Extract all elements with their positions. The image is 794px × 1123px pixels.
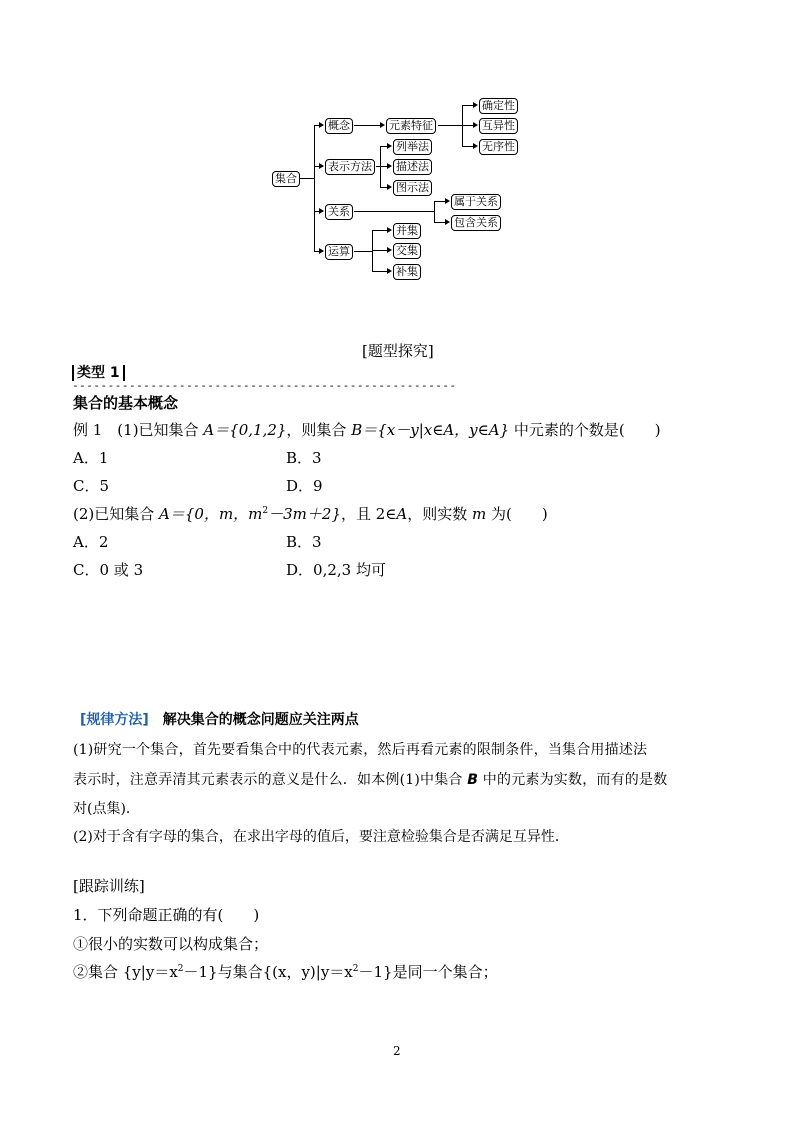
- method-p1-line2: 表示时，注意弄清其元素表示的意义是什么．如本例(1)中集合 B 中的元素为实数，而有的是数: [73, 772, 668, 788]
- page-number: 2: [393, 1044, 401, 1058]
- map-node-element-features: 元素特征: [386, 118, 436, 134]
- map-node-complement: 补集: [393, 264, 421, 280]
- map-node-relation: 关系: [325, 204, 353, 220]
- method-label: [规律方法]: [80, 712, 149, 728]
- example-q1: [73, 420, 661, 440]
- q2-option-a: A．2: [73, 533, 109, 551]
- concept-map: [0, 0, 794, 300]
- map-node-inclusion: 包含关系: [451, 215, 501, 231]
- method-p1-line3: 对(点集)．: [73, 801, 140, 817]
- example-q2: (2)已知集合 A＝{0，m，$m^2-3m+2$}，且 2∈A，则实数 m 为( ): [73, 505, 548, 523]
- example-q1-suffix: 中元素的个数是( ): [509, 421, 661, 439]
- section-header: [题型探究]: [362, 342, 434, 360]
- type-separator: ------------------------------------------------------: [72, 379, 457, 392]
- method-p1-line1: (1)研究一个集合，首先要看集合中的代表元素，然后再看元素的限制条件，当集合用描述法: [73, 742, 648, 758]
- map-node-concept: 概念: [325, 118, 353, 134]
- map-node-definiteness: 确定性: [479, 98, 518, 114]
- map-node-distinctness: 互异性: [479, 118, 518, 134]
- type-label: 类型 1: [72, 365, 125, 381]
- q2-option-c: C．0 或 3: [73, 561, 144, 579]
- map-node-union: 并集: [393, 223, 421, 239]
- map-node-unorderedness: 无序性: [479, 139, 518, 155]
- q1-option-b: B．3: [286, 449, 322, 467]
- map-node-operation: 运算: [325, 244, 353, 260]
- example-q1-mid: ，则集合: [286, 421, 352, 439]
- example-q1-set-b: B＝{x－y|x∈A，y∈A}: [351, 421, 510, 439]
- map-node-diagram: 图示法: [393, 180, 432, 196]
- q1-option-a: A．1: [73, 449, 109, 467]
- map-root-node: 集合: [272, 171, 300, 187]
- section-title: 集合的基本概念: [73, 394, 179, 412]
- training-s1: ①很小的实数可以构成集合；: [73, 935, 269, 953]
- q2-option-b: B．3: [286, 533, 322, 551]
- method-heading: [80, 710, 359, 730]
- q1-option-c: C．5: [73, 477, 110, 495]
- example-q1-set-a: A＝{0,1,2}: [203, 421, 287, 439]
- training-q1: 1．下列命题正确的有( ): [73, 906, 260, 924]
- method-p2: (2)对于含有字母的集合，在求出字母的值后，要注意检验集合是否满足互异性．: [73, 829, 569, 845]
- map-node-intersection: 交集: [393, 243, 421, 259]
- training-s2: ②集合 $\{y|y=x^2-1\}$与集合{(x，$y)|y=x^2-1$}是同一个集合；: [73, 963, 498, 981]
- map-node-enumeration: 列举法: [393, 139, 432, 155]
- q1-option-d: D．9: [286, 477, 323, 495]
- map-node-description: 描述法: [393, 159, 432, 175]
- example-q1-prefix: 例 1 (1)已知集合: [73, 421, 204, 439]
- map-node-membership: 属于关系: [451, 194, 501, 210]
- map-node-representation: 表示方法: [325, 159, 375, 175]
- training-label: [跟踪训练]: [73, 877, 145, 895]
- q2-option-d: D．0,2,3 均可: [286, 561, 386, 579]
- method-heading-text: 解决集合的概念问题应关注两点: [148, 712, 359, 728]
